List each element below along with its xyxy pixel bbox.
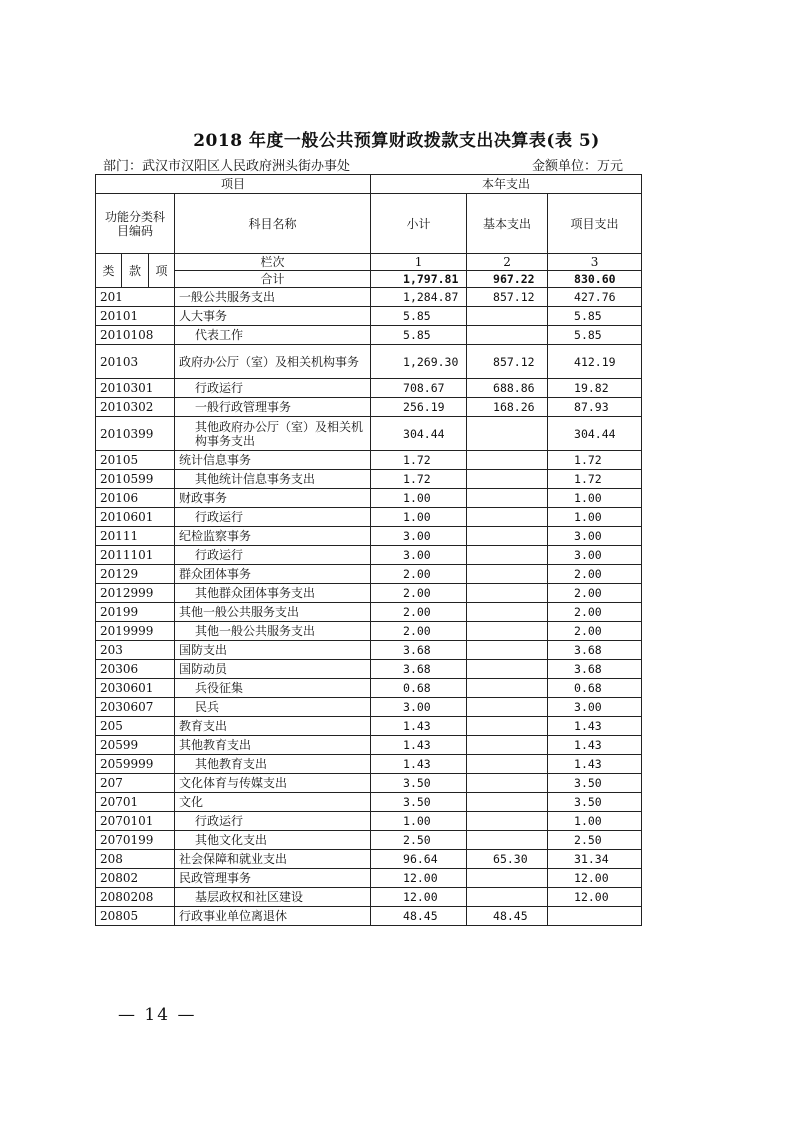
row-basic <box>467 451 548 470</box>
row-subtotal: 3.50 <box>371 774 467 793</box>
row-basic <box>467 622 548 641</box>
row-code: 2010601 <box>96 508 175 527</box>
row-program: 31.34 <box>548 850 642 869</box>
row-subtotal: 2.00 <box>371 603 467 622</box>
table-row <box>96 546 642 565</box>
row-subtotal: 3.00 <box>371 527 467 546</box>
row-program: 3.68 <box>548 641 642 660</box>
row-basic <box>467 489 548 508</box>
row-basic: 168.26 <box>467 398 548 417</box>
row-code: 20701 <box>96 793 175 812</box>
row-name: 国防动员 <box>175 660 371 679</box>
table-row <box>96 489 642 508</box>
row-subtotal: 304.44 <box>371 417 467 451</box>
table-row <box>96 584 642 603</box>
row-name: 国防支出 <box>175 641 371 660</box>
row-basic: 857.12 <box>467 288 548 307</box>
row-basic <box>467 812 548 831</box>
row-code: 20129 <box>96 565 175 584</box>
row-program: 1.00 <box>548 812 642 831</box>
row-program <box>548 907 642 926</box>
table-row <box>96 307 642 326</box>
row-program: 2.00 <box>548 603 642 622</box>
row-name: 文化 <box>175 793 371 812</box>
row-basic <box>467 831 548 850</box>
row-subtotal: 1.00 <box>371 812 467 831</box>
row-name: 教育支出 <box>175 717 371 736</box>
expenditure-table <box>95 174 642 926</box>
table-row <box>96 774 642 793</box>
row-code: 20111 <box>96 527 175 546</box>
row-program: 3.68 <box>548 660 642 679</box>
row-subtotal: 0.68 <box>371 679 467 698</box>
row-basic <box>467 869 548 888</box>
department-label: 部门：武汉市汉阳区人民政府洲头街办事处 <box>103 159 351 174</box>
row-name: 其他教育支出 <box>175 755 371 774</box>
row-code: 2059999 <box>96 755 175 774</box>
row-name: 其他统计信息事务支出 <box>175 470 371 489</box>
row-program: 3.00 <box>548 698 642 717</box>
table-row <box>96 641 642 660</box>
row-program: 5.85 <box>548 307 642 326</box>
row-code: 20106 <box>96 489 175 508</box>
row-basic <box>467 660 548 679</box>
row-subtotal: 2.00 <box>371 565 467 584</box>
row-code: 2010301 <box>96 379 175 398</box>
row-name: 群众团体事务 <box>175 565 371 584</box>
table-row <box>96 793 642 812</box>
row-code: 2010108 <box>96 326 175 345</box>
row-name: 其他一般公共服务支出 <box>175 622 371 641</box>
table-row <box>96 565 642 584</box>
total-program: 830.60 <box>548 271 642 288</box>
row-program: 5.85 <box>548 326 642 345</box>
row-basic <box>467 755 548 774</box>
row-basic <box>467 603 548 622</box>
row-subtotal: 1.72 <box>371 470 467 489</box>
table-row <box>96 755 642 774</box>
total-basic: 967.22 <box>467 271 548 288</box>
row-code: 205 <box>96 717 175 736</box>
row-code: 20101 <box>96 307 175 326</box>
row-code: 2010302 <box>96 398 175 417</box>
row-program: 2.50 <box>548 831 642 850</box>
row-name: 纪检监察事务 <box>175 527 371 546</box>
page-title: 2018 年度一般公共预算财政拨款支出决算表(表 5) <box>193 131 600 151</box>
row-name: 财政事务 <box>175 489 371 508</box>
header-row-1 <box>96 175 642 194</box>
row-program: 1.00 <box>548 508 642 527</box>
row-name: 基层政权和社区建设 <box>175 888 371 907</box>
row-program: 427.76 <box>548 288 642 307</box>
row-program: 412.19 <box>548 345 642 379</box>
table-row <box>96 831 642 850</box>
header-basic: 基本支出 <box>467 194 548 254</box>
row-subtotal: 1.43 <box>371 717 467 736</box>
row-name: 文化体育与传媒支出 <box>175 774 371 793</box>
row-subtotal: 1.00 <box>371 508 467 527</box>
row-name: 其他政府办公厅（室）及相关机构事务支出 <box>175 417 371 451</box>
table-row <box>96 717 642 736</box>
table-row <box>96 850 642 869</box>
row-name: 一般公共服务支出 <box>175 288 371 307</box>
row-program: 0.68 <box>548 679 642 698</box>
row-basic <box>467 698 548 717</box>
row-program: 1.43 <box>548 717 642 736</box>
row-subtotal: 2.00 <box>371 584 467 603</box>
row-subtotal: 1.00 <box>371 489 467 508</box>
row-code: 208 <box>96 850 175 869</box>
unit-label: 金额单位：万元 <box>532 159 624 174</box>
row-name: 行政运行 <box>175 812 371 831</box>
row-code: 203 <box>96 641 175 660</box>
row-subtotal: 5.85 <box>371 307 467 326</box>
header-row-2 <box>96 194 642 254</box>
table-row <box>96 907 642 926</box>
row-basic <box>467 641 548 660</box>
row-program: 3.00 <box>548 527 642 546</box>
table-row <box>96 812 642 831</box>
table-row <box>96 379 642 398</box>
table-row <box>96 451 642 470</box>
row-basic: 65.30 <box>467 850 548 869</box>
row-subtotal: 1,269.30 <box>371 345 467 379</box>
header-subtotal: 小计 <box>371 194 467 254</box>
row-code: 20805 <box>96 907 175 926</box>
row-name: 其他教育支出 <box>175 736 371 755</box>
row-subtotal: 12.00 <box>371 888 467 907</box>
table-row <box>96 698 642 717</box>
row-subtotal: 1.43 <box>371 755 467 774</box>
row-program: 19.82 <box>548 379 642 398</box>
table-row <box>96 326 642 345</box>
row-code: 2030601 <box>96 679 175 698</box>
row-subtotal: 3.00 <box>371 698 467 717</box>
row-program: 3.50 <box>548 774 642 793</box>
row-subtotal: 708.67 <box>371 379 467 398</box>
header-kuan: 款 <box>122 254 149 288</box>
row-subtotal: 3.50 <box>371 793 467 812</box>
row-name: 政府办公厅（室）及相关机构事务 <box>175 345 371 379</box>
table-row <box>96 736 642 755</box>
row-subtotal: 2.50 <box>371 831 467 850</box>
header-col2: 2 <box>467 254 548 271</box>
row-basic <box>467 565 548 584</box>
row-subtotal: 3.68 <box>371 641 467 660</box>
row-program: 1.00 <box>548 489 642 508</box>
header-row-seq <box>96 254 642 271</box>
table-row <box>96 660 642 679</box>
row-program: 12.00 <box>548 869 642 888</box>
header-lei: 类 <box>96 254 122 288</box>
row-name: 民政管理事务 <box>175 869 371 888</box>
total-label: 合计 <box>175 271 371 288</box>
header-subject-name: 科目名称 <box>175 194 371 254</box>
row-program: 3.50 <box>548 793 642 812</box>
row-basic <box>467 774 548 793</box>
row-basic <box>467 326 548 345</box>
page-number: — 14 — <box>118 1005 197 1025</box>
row-subtotal: 3.00 <box>371 546 467 565</box>
row-code: 2012999 <box>96 584 175 603</box>
row-subtotal: 1,284.87 <box>371 288 467 307</box>
table-row <box>96 527 642 546</box>
row-name: 行政运行 <box>175 508 371 527</box>
row-subtotal: 3.68 <box>371 660 467 679</box>
row-code: 20103 <box>96 345 175 379</box>
row-name: 一般行政管理事务 <box>175 398 371 417</box>
table-row <box>96 288 642 307</box>
row-code: 2010599 <box>96 470 175 489</box>
row-code: 2010399 <box>96 417 175 451</box>
row-subtotal: 96.64 <box>371 850 467 869</box>
row-basic: 857.12 <box>467 345 548 379</box>
table-row <box>96 679 642 698</box>
row-name: 代表工作 <box>175 326 371 345</box>
row-code: 2070101 <box>96 812 175 831</box>
row-name: 行政事业单位离退休 <box>175 907 371 926</box>
header-xiang: 项 <box>149 254 175 288</box>
row-program: 2.00 <box>548 584 642 603</box>
row-program: 1.72 <box>548 451 642 470</box>
row-program: 2.00 <box>548 622 642 641</box>
table-row <box>96 470 642 489</box>
row-subtotal: 48.45 <box>371 907 467 926</box>
row-subtotal: 256.19 <box>371 398 467 417</box>
row-program: 1.43 <box>548 755 642 774</box>
row-basic <box>467 527 548 546</box>
row-program: 1.72 <box>548 470 642 489</box>
table-row <box>96 888 642 907</box>
row-name: 行政运行 <box>175 379 371 398</box>
row-code: 20802 <box>96 869 175 888</box>
table-row <box>96 508 642 527</box>
row-subtotal: 2.00 <box>371 622 467 641</box>
row-code: 20599 <box>96 736 175 755</box>
row-code: 20105 <box>96 451 175 470</box>
row-name: 行政运行 <box>175 546 371 565</box>
row-basic <box>467 679 548 698</box>
row-basic: 688.86 <box>467 379 548 398</box>
row-program: 3.00 <box>548 546 642 565</box>
row-code: 207 <box>96 774 175 793</box>
row-name: 其他文化支出 <box>175 831 371 850</box>
table-row <box>96 417 642 451</box>
row-name: 其他一般公共服务支出 <box>175 603 371 622</box>
row-basic <box>467 717 548 736</box>
row-name: 民兵 <box>175 698 371 717</box>
row-name: 社会保障和就业支出 <box>175 850 371 869</box>
row-basic <box>467 508 548 527</box>
header-program: 项目支出 <box>548 194 642 254</box>
table-row <box>96 398 642 417</box>
row-code: 2080208 <box>96 888 175 907</box>
row-program: 1.43 <box>548 736 642 755</box>
row-basic <box>467 584 548 603</box>
row-program: 12.00 <box>548 888 642 907</box>
row-basic <box>467 793 548 812</box>
row-subtotal: 1.72 <box>371 451 467 470</box>
row-code: 201 <box>96 288 175 307</box>
table-row <box>96 869 642 888</box>
row-basic <box>467 546 548 565</box>
row-code: 2011101 <box>96 546 175 565</box>
header-col1: 1 <box>371 254 467 271</box>
row-code: 2030607 <box>96 698 175 717</box>
table-row <box>96 603 642 622</box>
row-subtotal: 1.43 <box>371 736 467 755</box>
row-code: 20306 <box>96 660 175 679</box>
row-code: 20199 <box>96 603 175 622</box>
row-basic <box>467 417 548 451</box>
header-current-year: 本年支出 <box>371 175 642 194</box>
row-basic: 48.45 <box>467 907 548 926</box>
row-code: 2070199 <box>96 831 175 850</box>
row-basic <box>467 888 548 907</box>
total-subtotal: 1,797.81 <box>371 271 467 288</box>
row-name: 其他群众团体事务支出 <box>175 584 371 603</box>
header-project: 项目 <box>96 175 371 194</box>
row-subtotal: 5.85 <box>371 326 467 345</box>
header-column-seq: 栏次 <box>175 254 371 271</box>
table-row <box>96 622 642 641</box>
total-row <box>96 271 642 288</box>
row-program: 304.44 <box>548 417 642 451</box>
row-program: 87.93 <box>548 398 642 417</box>
row-basic <box>467 470 548 489</box>
row-basic <box>467 307 548 326</box>
header-col3: 3 <box>548 254 642 271</box>
row-basic <box>467 736 548 755</box>
row-subtotal: 12.00 <box>371 869 467 888</box>
row-name: 人大事务 <box>175 307 371 326</box>
header-func-code: 功能分类科目编码 <box>96 194 175 254</box>
row-program: 2.00 <box>548 565 642 584</box>
table-row <box>96 345 642 379</box>
row-name: 兵役征集 <box>175 679 371 698</box>
row-name: 统计信息事务 <box>175 451 371 470</box>
row-code: 2019999 <box>96 622 175 641</box>
